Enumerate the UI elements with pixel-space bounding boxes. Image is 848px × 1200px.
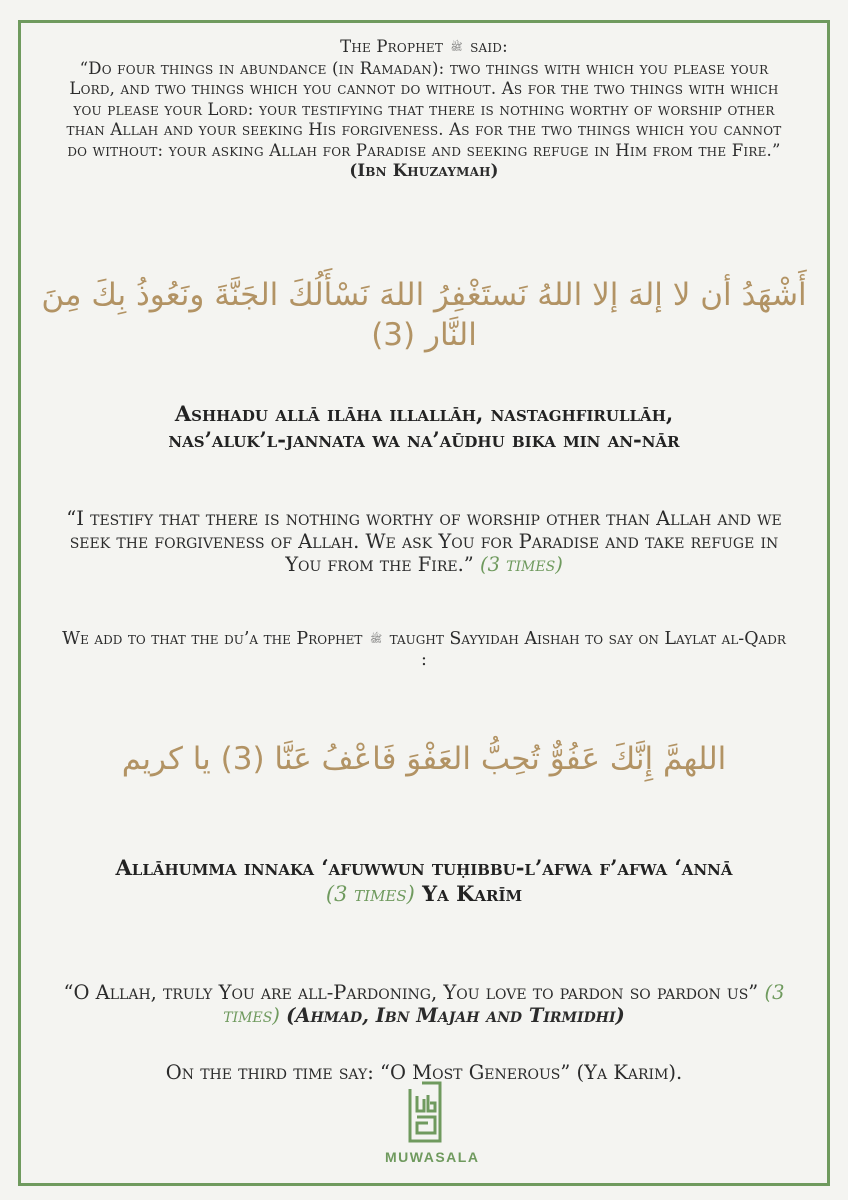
dua2-translit-line1: Allāhumma innaka ‘afuwwun tuḥibbu-l’afwa f’afwa ‘annā <box>115 855 733 880</box>
logo-wordmark: MUWASALA <box>385 1149 480 1165</box>
dua1-transliteration <box>51 401 797 453</box>
dua2-translit-end: Ya Karīm <box>422 881 523 906</box>
dua2-times: (3 times) <box>325 882 415 906</box>
hadith-block <box>61 37 787 182</box>
hadith-body: “Do four things in abundance (in Ramadan): two things with which you please your Lord, and two things which you cannot do without. As for the two things with which you please your Lord: your testifying that there is nothing worthy of worship other than Allah and your seeking His forgiveness. As for the two things which you cannot do without: your asking Allah for Paradise and seeking refuge in Him from the Fire.” <box>66 58 782 160</box>
hadith-source: (Ibn Khuzaymah) <box>349 161 499 180</box>
dua1-arabic: أَشْهَدُ أن لا إلهَ إلا اللهُ نَستَغْفِرُ اللهَ نَسْأَلُكَ الجَنَّةَ ونَعُوذُ بِكَ مِنَ النَّار (3) <box>41 277 807 353</box>
dua2-arabic: اللهمَّ إِنَّكَ عَفُوٌّ تُحِبُّ العَفْوَ فَاعْفُ عَنَّا (3) يا كريم <box>121 741 727 777</box>
muwasala-logo-icon <box>408 1081 442 1143</box>
hadith-lead: The Prophet <box>340 37 444 56</box>
dua1-meaning-text: “I testify that there is nothing worthy of worship other than Allah and we seek the forgiveness of Allah. We ask You for Paradise and take refuge in You from the Fire.” <box>66 507 782 576</box>
intro-part1: We add to that the du’a the Prophet <box>62 629 363 649</box>
dua1-times: (3 times) <box>479 553 563 576</box>
salawat-glyph: ﷺ <box>450 42 463 53</box>
dua2-meaning <box>61 981 787 1027</box>
muwasala-logo <box>385 1081 480 1165</box>
intro-text <box>61 629 787 671</box>
dua1-translit-line1: Ashhadu allā ilāha illallāh, nastaghfirullāh, <box>174 401 674 426</box>
dua1-translit-line2: nas’aluk’l-jannata wa na’aūdhu bika min an-nār <box>168 427 680 452</box>
salawat-glyph: ﷺ <box>369 634 383 645</box>
dua2-transliteration <box>51 855 797 907</box>
third-time-note: On the third time say: “O Most Generous” (Ya Karim). <box>165 1061 683 1084</box>
hadith-said: said: <box>470 37 508 56</box>
page-frame <box>18 20 830 1186</box>
intro-part2: taught Sayyidah Aishah to say on Laylat al-Qadr : <box>389 629 786 670</box>
dua2-references: (Ahmad, Ibn Majah and Tirmidhi) <box>286 1004 625 1027</box>
dua2-meaning-text: “O Allah, truly You are all-Pardoning, You love to pardon so pardon us” <box>63 981 759 1004</box>
dua2-times-note: (3 times) <box>223 981 785 1027</box>
dua1-meaning <box>61 507 787 576</box>
